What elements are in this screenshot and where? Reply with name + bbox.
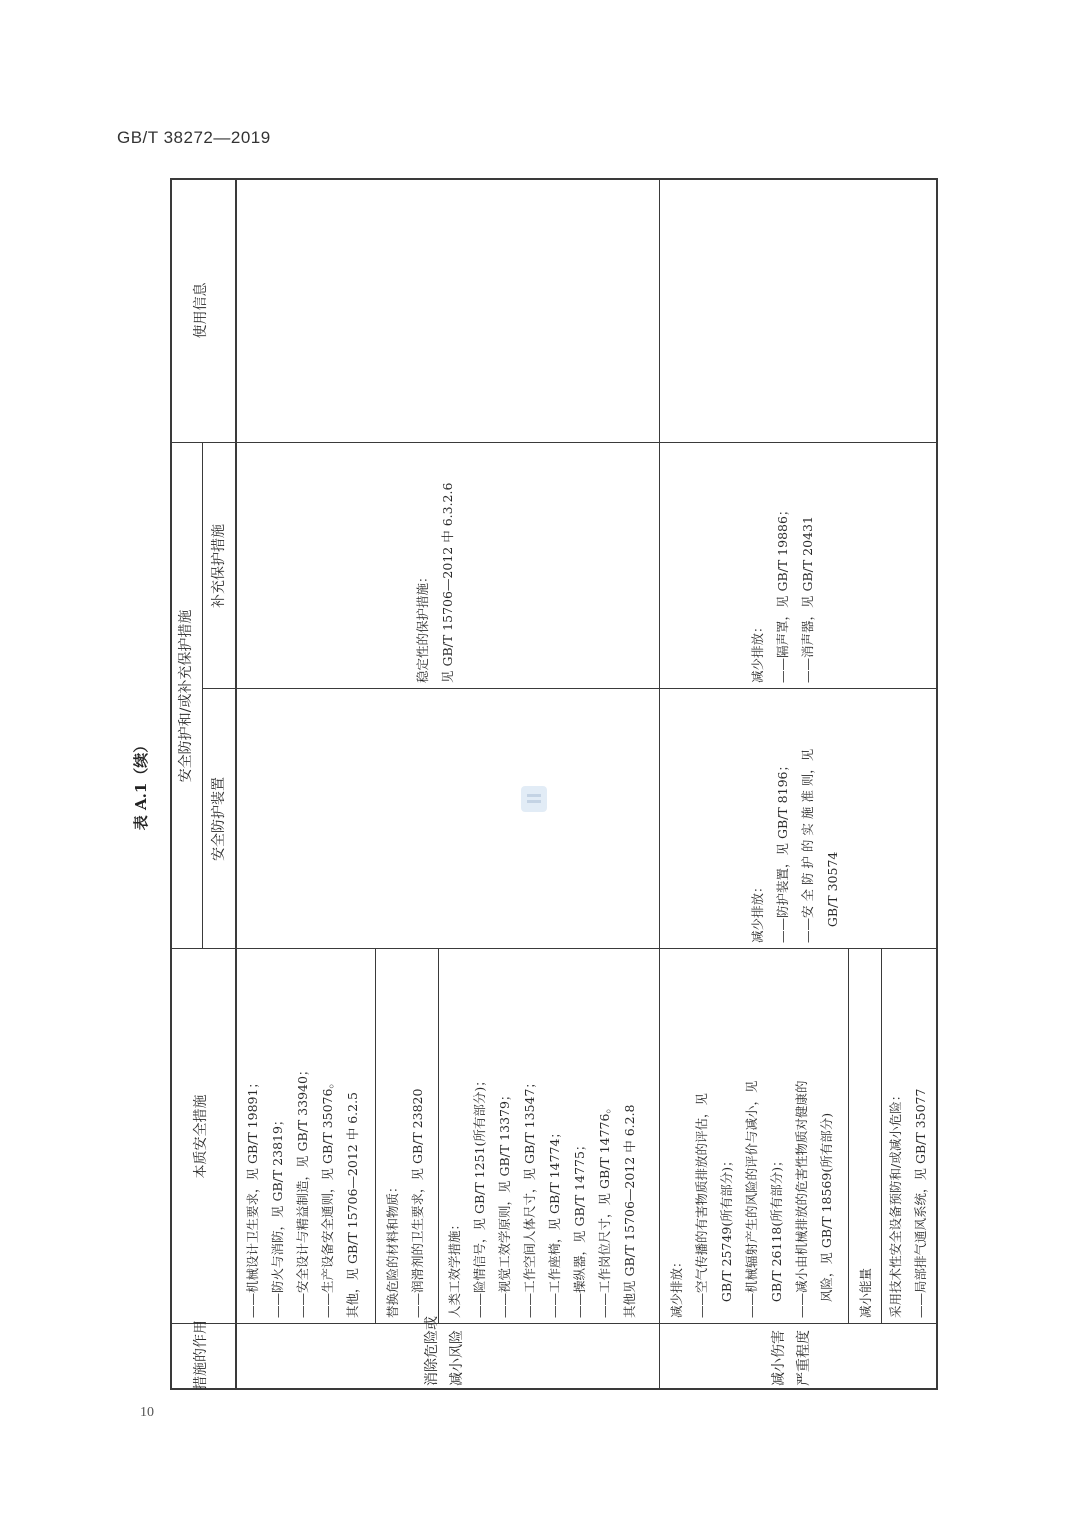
table-border-left	[170, 1388, 938, 1390]
row-reduce-harm-safeguard: 减少排放： ——防护装置，见 GB/T 8196； ——安 全 防 护 的 实 施 准 则，见 GB/T 30574	[750, 748, 840, 943]
row-reduce-harm-inherent-1: 减少排放： ——空气传播的有害物质排放的评估，见 GB/T 25749(所有部分)； ——机械辐射产生的风险的评价与减小，见 GB/T 26118(所有部分)； ——减小由机械排放的危害性物质对健康的 风险，见 GB/T 18569(所有部分)	[669, 1080, 834, 1318]
table-caption: 表 A.1（续）	[132, 737, 150, 831]
column-divider-safeguard	[202, 688, 938, 689]
page-number: 10	[140, 1405, 154, 1420]
header-safeguard-group: 安全防护和/或补充保护措施	[178, 609, 194, 783]
header-inherent: 本质安全措施	[193, 1094, 209, 1179]
column-divider-inherent	[170, 948, 938, 949]
header-complementary: 补充保护措施	[211, 524, 227, 608]
header-separator	[235, 178, 237, 1390]
inherent-divider-4	[881, 949, 882, 1324]
inherent-divider-2	[438, 949, 439, 1324]
row-divider-main	[659, 178, 660, 1390]
table-border-top	[170, 178, 172, 1390]
inherent-divider-1	[375, 949, 376, 1324]
subheader-separator	[202, 443, 203, 949]
row-eliminate-inherent-2: 替换危险的材料和物质： ——润滑剂的卫生要求，见 GB/T 23820	[385, 1088, 425, 1318]
table-border-right	[170, 178, 938, 180]
row-eliminate-inherent-1: ——机械设计卫生要求，见 GB/T 19891； ——防火与消防，见 GB/T 23819； ——安全设计与精益制造，见 GB/T 33940； ——生产设备安全通则，见 GB/T 35076。 其他，见 GB/T 15706—2012 中 6.2.5	[245, 1063, 360, 1318]
column-divider-role	[170, 1323, 938, 1324]
row-reduce-harm-inherent-3: 采用技术性安全设备预防和/或减小危险： ——局部排气通风系统，见 GB/T 35077	[888, 1088, 928, 1318]
row-eliminate-complementary: 稳定性的保护措施： 见 GB/T 15706—2012 中 6.3.2.6	[415, 482, 455, 683]
row-reduce-harm-complementary: 减少排放： ——隔声罩，见 GB/T 19886； ——消声器，见 GB/T 20431	[750, 503, 815, 683]
rotated-table	[132, 178, 938, 1390]
row-reduce-harm-role: 减小伤害 严重程度	[771, 1330, 812, 1386]
row-reduce-harm-inherent-2: 减小能量	[858, 1267, 873, 1318]
standard-number: GB/T 38272—2019	[117, 128, 271, 147]
row-eliminate-inherent-3: 人类工效学措施： ——险情信号，见 GB/T 1251(所有部分)； ——视觉工效学原则，见 GB/T 13379； ——工作空间人体尺寸，见 GB/T 13547； ——工作座椅，见 GB/T 14774； ——操纵器，见 GB/T 14775； ——工作岗位尺寸，见 GB/T 14776。 其他见 GB/T 15706—2012 中 6.2.8	[447, 1074, 637, 1318]
column-divider-complementary	[170, 442, 938, 443]
header-role: 措施的作用	[193, 1320, 209, 1390]
header-safeguard: 安全防护装置	[211, 777, 227, 861]
watermark-logo-icon	[521, 786, 547, 812]
table-border-bottom	[936, 178, 938, 1390]
row-eliminate-role: 消除危险或 减小风险	[424, 1316, 465, 1386]
inherent-divider-3	[848, 949, 849, 1324]
header-usage: 使用信息	[193, 282, 209, 339]
